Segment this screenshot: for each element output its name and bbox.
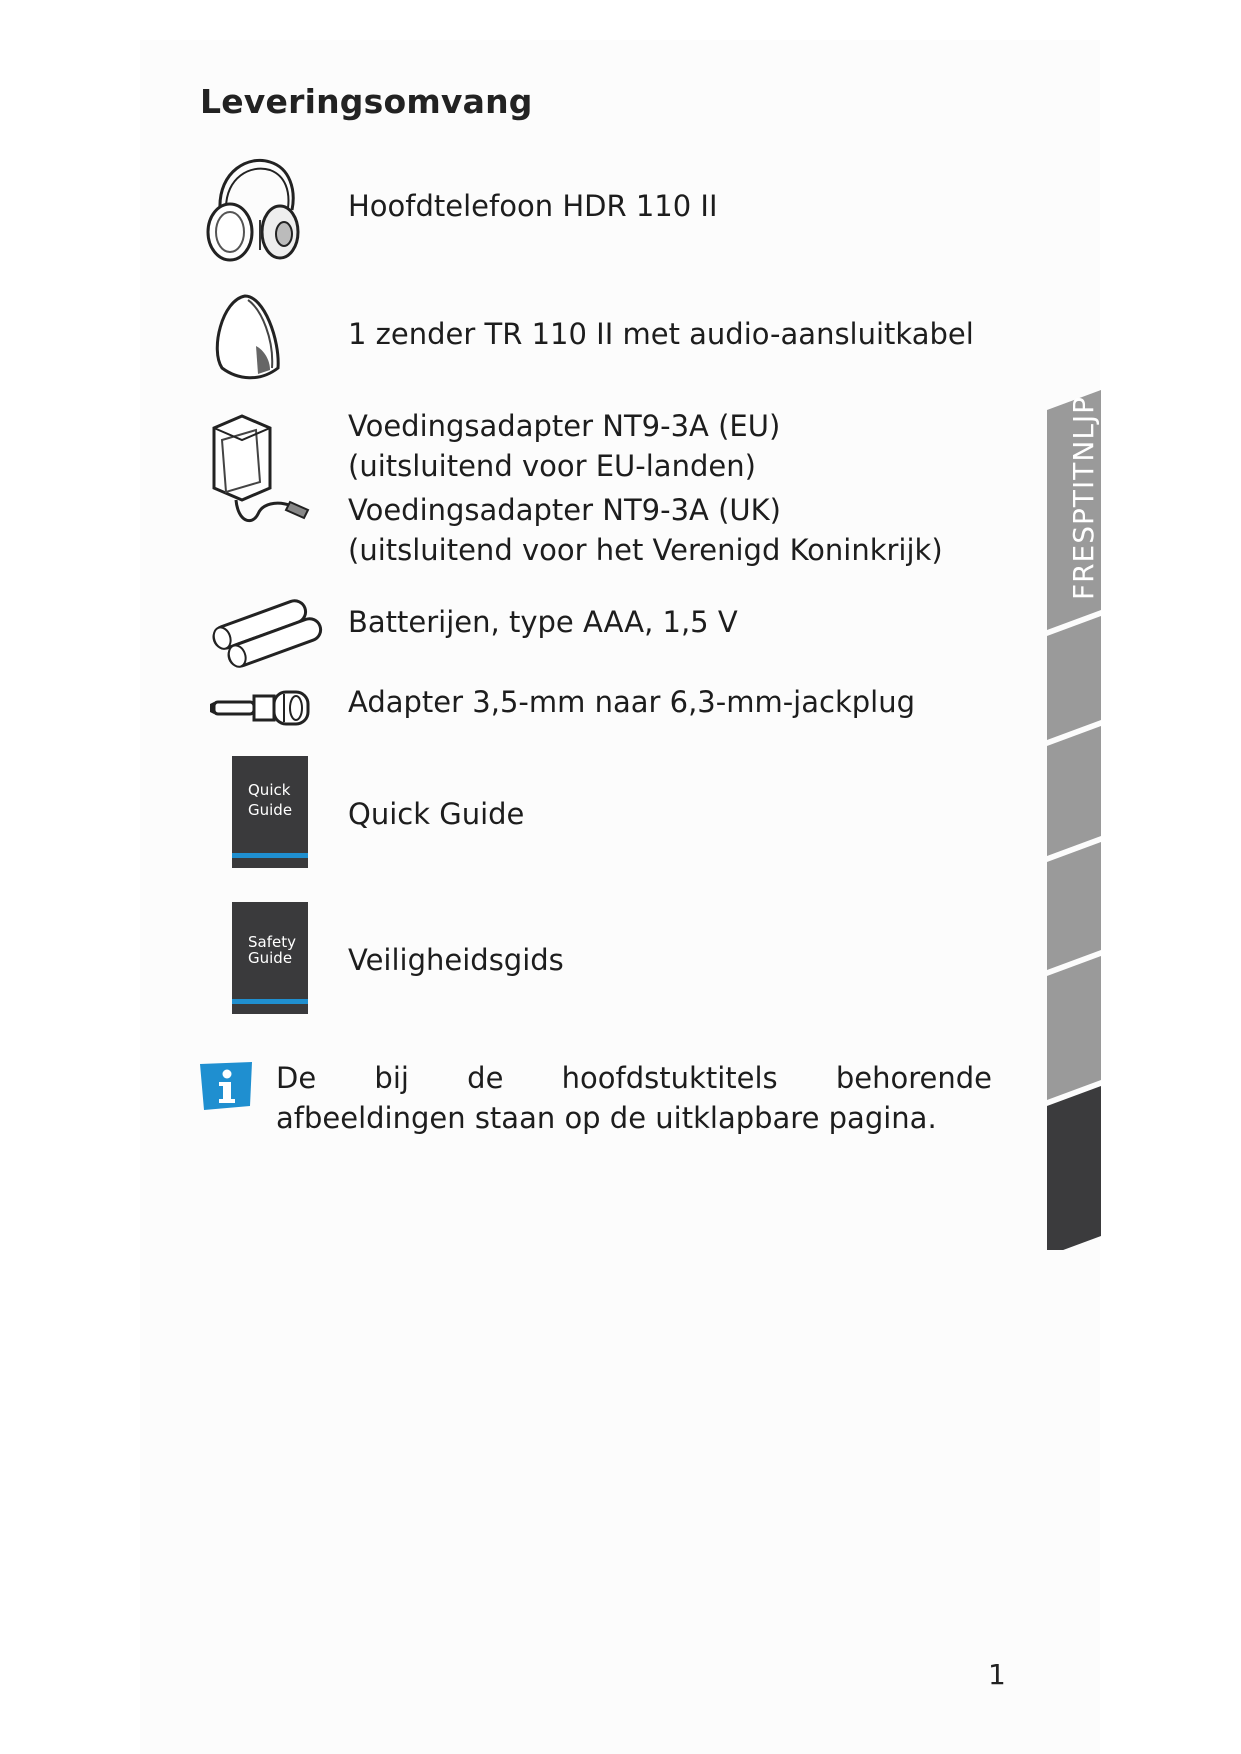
item-text [348, 602, 738, 642]
item-text [348, 940, 564, 980]
tab-jp [1047, 956, 1101, 1100]
item-line: Hoofdtelefoon HDR 110 II [348, 189, 718, 223]
item-line: (uitsluitend voor EU-landen) [348, 449, 756, 483]
item-text [348, 682, 915, 722]
item-line: Adapter 3,5-mm naar 6,3-mm-jackplug [348, 685, 916, 719]
jack-adapter-icon [200, 684, 320, 734]
side-tab-label [1040, 395, 1100, 600]
item-line: Voedingsadapter NT9-3A (EU) [348, 409, 781, 443]
item-line: Veiligheidsgids [348, 943, 564, 977]
quick-guide-icon [232, 756, 308, 868]
tab-es [1047, 616, 1101, 740]
tab-it [1047, 842, 1101, 970]
item-line: Quick Guide [348, 797, 525, 831]
power-adapter-icon [200, 406, 320, 536]
booklet-label: Guide [248, 949, 293, 967]
booklet-stripe [232, 853, 308, 858]
item-line: (uitsluitend voor het Verenigd Koninkrijk) [348, 533, 943, 567]
note-text: De bij de hoofdstuktitels behorende afbeeldingen staan op de uitklapbare pagina. [276, 1061, 992, 1135]
batteries-icon [200, 590, 330, 670]
safety-guide-icon [232, 902, 308, 1014]
headphones-icon [200, 150, 310, 270]
page-number: 1 [988, 1658, 1006, 1691]
item-line: Batterijen, type AAA, 1,5 V [348, 605, 738, 639]
tab-pt [1047, 726, 1101, 856]
info-icon [200, 1062, 252, 1112]
transmitter-icon [200, 290, 310, 390]
booklet-stripe [232, 999, 308, 1004]
item-line: 1 zender TR 110 II met audio-aansluitkabel [348, 317, 974, 351]
item-text [348, 314, 974, 354]
tab-nl-active [1047, 1086, 1101, 1250]
side-tab-text: FRESPTITNLJP [1067, 395, 1100, 600]
booklet-label: Guide [248, 801, 293, 819]
booklet-label: Quick [248, 781, 291, 799]
item-text [348, 186, 718, 226]
item-text [348, 794, 524, 834]
item-line: Voedingsadapter NT9-3A (UK) [348, 493, 781, 527]
booklet-label: Safety [248, 933, 296, 951]
item-text [348, 406, 943, 570]
page-title: Leveringsomvang [200, 82, 533, 121]
